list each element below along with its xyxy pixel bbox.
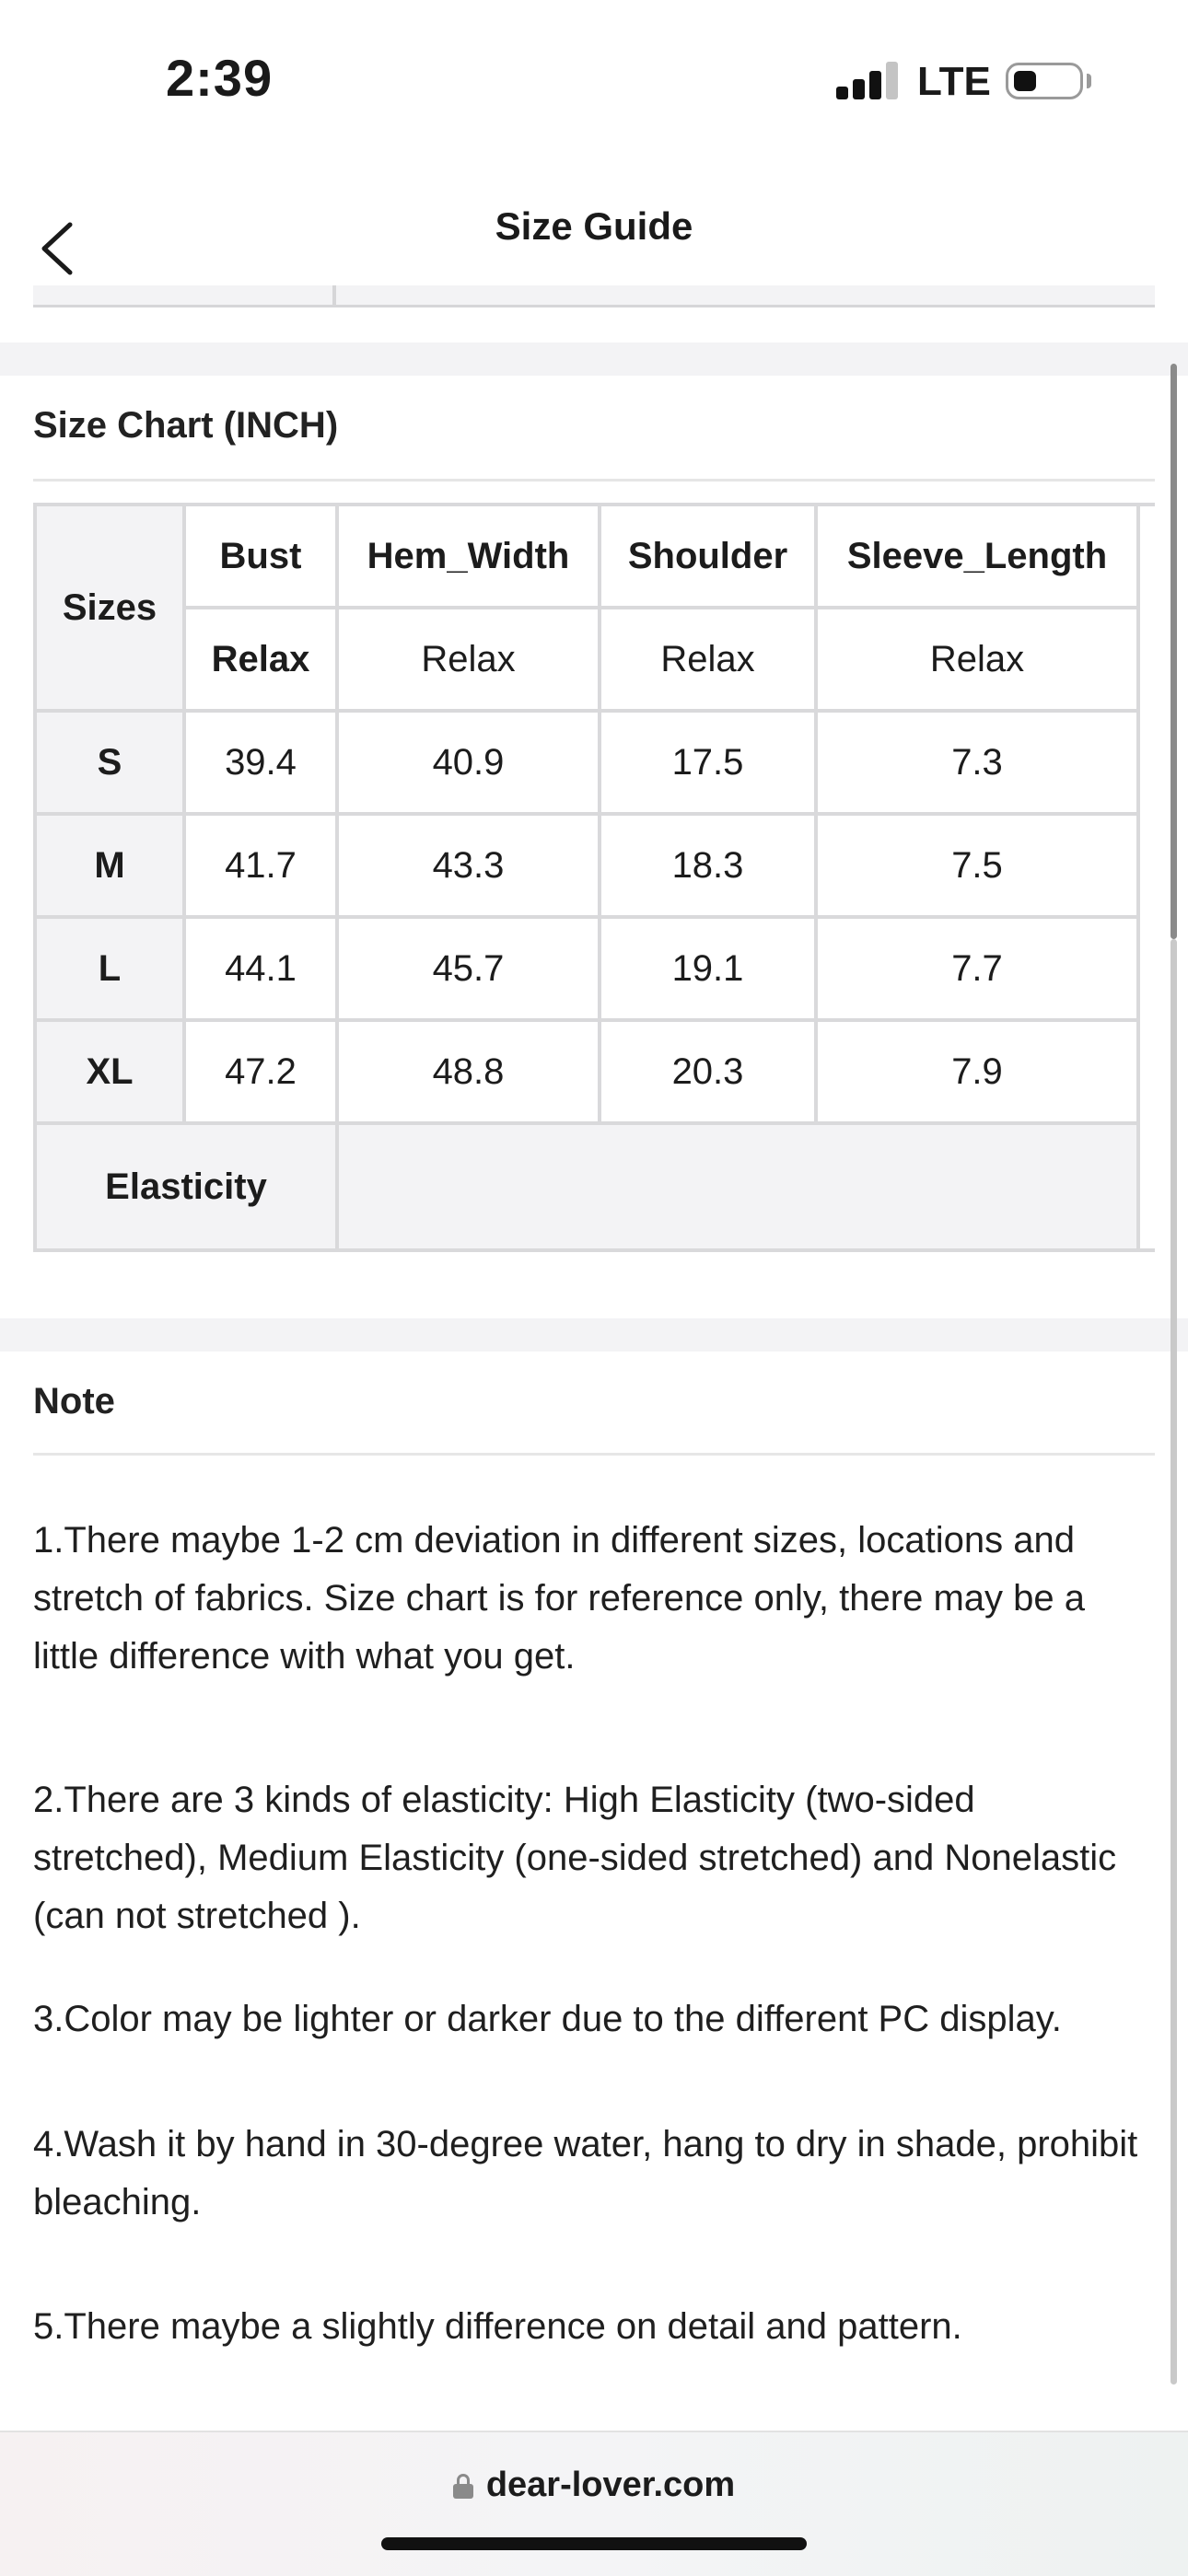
size-chart-table-scroll[interactable] xyxy=(33,503,1155,1285)
table-cell: 44.1 xyxy=(184,917,337,1020)
column-header: Hem_Width xyxy=(337,505,600,608)
table-cell: 19.1 xyxy=(600,917,816,1020)
nav-header xyxy=(0,138,1188,285)
battery-icon xyxy=(1006,63,1083,99)
column-header: Shoulder xyxy=(600,505,816,608)
table-cell: 18.3 xyxy=(600,814,816,917)
table-cell: 47.2 xyxy=(184,1020,337,1123)
section-divider xyxy=(0,1318,1188,1352)
fit-label: Relax xyxy=(600,608,816,711)
table-cell: 45.7 xyxy=(337,917,600,1020)
table-cell: 7.3 xyxy=(816,711,1138,814)
elasticity-value xyxy=(337,1123,1138,1250)
note-item: 1.There maybe 1-2 cm deviation in different sizes, locations and stretch of fabrics. Size chart is for reference only, there may be a little difference with what you get. xyxy=(33,1520,1085,1677)
url-text: dear-lover.com xyxy=(485,2466,736,2504)
table-cell: 41.7 xyxy=(184,814,337,917)
table-row xyxy=(35,711,1155,814)
scrollbar-track[interactable] xyxy=(1171,939,1177,2385)
elasticity-label: Elasticity xyxy=(35,1123,337,1250)
status-time: 2:39 xyxy=(166,49,274,107)
size-chart-title: Size Chart (INCH) xyxy=(33,405,339,446)
home-indicator[interactable] xyxy=(381,2537,807,2550)
lock-icon xyxy=(453,2474,473,2498)
page-title: Size Guide xyxy=(495,204,693,248)
table-cell: 40.9 xyxy=(337,711,600,814)
scrollbar-thumb[interactable] xyxy=(1171,364,1177,939)
fit-label: Relax xyxy=(337,608,600,711)
column-header: Sleeve_Length xyxy=(816,505,1138,608)
status-bar xyxy=(0,0,1188,138)
table-cell: 17.5 xyxy=(600,711,816,814)
note-item: 2.There are 3 kinds of elasticity: High Elasticity (two-sided stretched), Medium Elasticity (one-sided stretched) and Nonelastic (can not stretched ). xyxy=(33,1780,1117,1936)
network-type: LTE xyxy=(917,59,991,104)
column-header: Bust xyxy=(184,505,337,608)
note-item: 5.There maybe a slightly difference on detail and pattern. xyxy=(33,2306,962,2347)
table-cell: 7.7 xyxy=(816,917,1138,1020)
fit-label: Relax xyxy=(184,608,337,711)
note-item: 4.Wash it by hand in 30-degree water, hang to dry in shade, prohibit bleaching. xyxy=(33,2124,1138,2222)
table-cell: 39.4 xyxy=(184,711,337,814)
fit-label: Relax xyxy=(816,608,1138,711)
section-rule xyxy=(33,1453,1155,1456)
battery-level xyxy=(1014,71,1036,91)
note-title: Note xyxy=(33,1381,115,1421)
browser-address-bar[interactable] xyxy=(0,2431,1188,2576)
cellular-signal-icon xyxy=(836,61,899,99)
battery-nub xyxy=(1087,74,1091,88)
size-chart-table xyxy=(33,503,1155,1252)
section-rule xyxy=(33,479,1155,482)
size-label: XL xyxy=(35,1020,184,1123)
table-row xyxy=(35,1020,1155,1123)
size-label: M xyxy=(35,814,184,917)
hidden-column xyxy=(1138,505,1155,1250)
sizes-header: Sizes xyxy=(35,505,184,711)
section-divider xyxy=(0,342,1188,376)
table-cell: 20.3 xyxy=(600,1020,816,1123)
table-cell: 7.5 xyxy=(816,814,1138,917)
table-cell: 43.3 xyxy=(337,814,600,917)
table-cell: 7.9 xyxy=(816,1020,1138,1123)
url-display[interactable] xyxy=(0,2466,1188,2505)
note-item: 3.Color may be lighter or darker due to the different PC display. xyxy=(33,1999,1062,2039)
elasticity-row xyxy=(35,1123,1155,1250)
table-row xyxy=(35,917,1155,1020)
size-label: S xyxy=(35,711,184,814)
previous-table-edge xyxy=(33,285,1155,307)
table-cell: 48.8 xyxy=(337,1020,600,1123)
size-label: L xyxy=(35,917,184,1020)
table-row xyxy=(35,814,1155,917)
